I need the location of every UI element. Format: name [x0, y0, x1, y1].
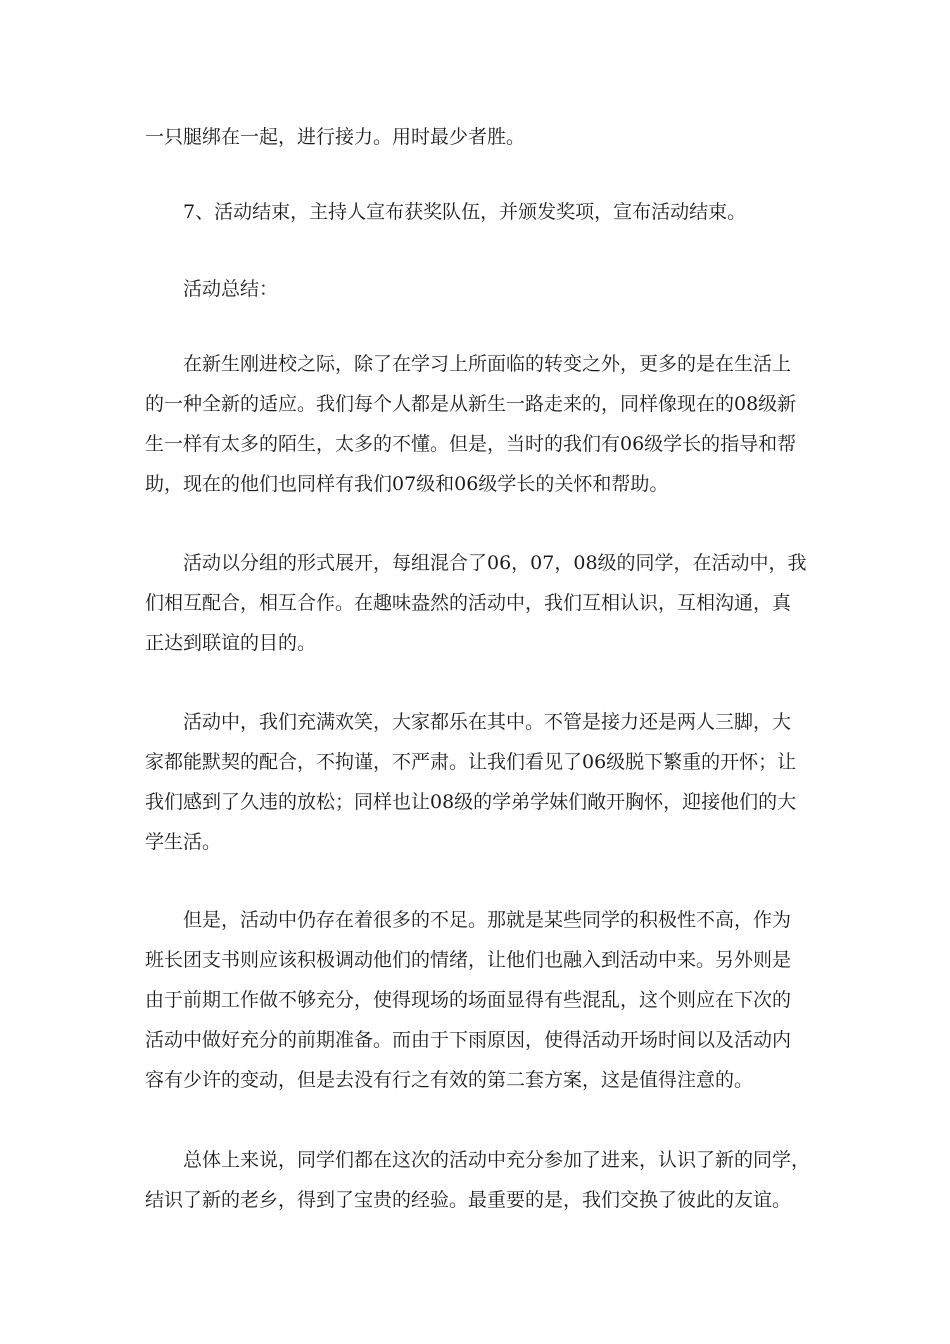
text-line: 容有少许的变动，但是去没有行之有效的第二套方案，这是值得注意的。: [145, 1069, 754, 1091]
paragraph-continuation: [145, 117, 810, 157]
text-line: 总体上来说，同学们都在这次的活动中充分参加了进来，认识了新的同学，: [183, 1149, 811, 1171]
text-line: 一只腿绑在一起，进行接力。用时最少者胜。: [145, 126, 526, 148]
text-line: 我们感到了久违的放松；同样也让08级的学弟学妹们敞开胸怀，迎接他们的大: [145, 791, 797, 813]
text-line: 家都能默契的配合，不拘谨，不严肃。让我们看见了06级脱下繁重的开怀；让: [145, 751, 797, 773]
paragraph-step-7: [145, 192, 810, 232]
text-line: 生一样有太多的陌生，太多的不懂。但是，当时的我们有06级学长的指导和帮: [145, 433, 797, 455]
paragraph-summary-1: [145, 344, 810, 504]
text-line: 结识了新的老乡，得到了宝贵的经验。最重要的是，我们交换了彼此的友谊。: [145, 1189, 792, 1211]
text-line: 正达到联谊的目的。: [145, 632, 317, 654]
text-line: 但是，活动中仍存在着很多的不足。那就是某些同学的积极性不高，作为: [183, 909, 792, 931]
paragraph-summary-5: [145, 1140, 810, 1220]
text-line: 7、活动结束，主持人宣布获奖队伍，并颁发奖项，宣布活动结束。: [183, 201, 747, 223]
text-line: 活动中，我们充满欢笑，大家都乐在其中。不管是接力还是两人三脚，大: [183, 711, 792, 733]
text-line: 在新生刚进校之际，除了在学习上所面临的转变之外，更多的是在生活上: [183, 353, 792, 375]
paragraph-summary-4: [145, 900, 810, 1100]
text-line: 学生活。: [145, 831, 222, 853]
text-line: 由于前期工作做不够充分，使得现场的场面显得有些混乱，这个则应在下次的: [145, 989, 792, 1011]
text-line: 班长团支书则应该积极调动他们的情绪，让他们也融入到活动中来。另外则是: [145, 949, 792, 971]
text-line: 们相互配合，相互合作。在趣味盎然的活动中，我们互相认识，互相沟通，真: [145, 592, 792, 614]
text-line: 活动以分组的形式展开，每组混合了06，07，08级的同学，在活动中，我: [183, 552, 807, 574]
text-line: 活动中做好充分的前期准备。而由于下雨原因，使得活动开场时间以及活动内: [145, 1029, 792, 1051]
summary-heading: [145, 269, 810, 309]
text-line: 活动总结：: [183, 278, 279, 300]
paragraph-summary-3: [145, 702, 810, 862]
text-line: 的一种全新的适应。我们每个人都是从新生一路走来的，同样像现在的08级新: [145, 393, 797, 415]
text-line: 助，现在的他们也同样有我们07级和06级学长的关怀和帮助。: [145, 473, 669, 495]
paragraph-summary-2: [145, 543, 810, 663]
